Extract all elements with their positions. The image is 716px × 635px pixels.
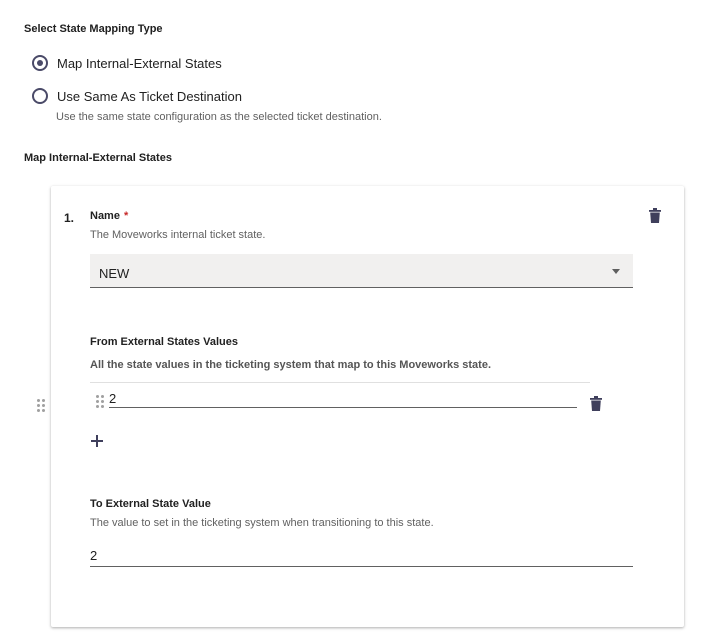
- map-section-heading: Map Internal-External States: [24, 152, 172, 164]
- drag-handle-icon[interactable]: [37, 399, 45, 412]
- from-external-label: From External States Values: [90, 336, 238, 348]
- radio-label: Map Internal-External States: [57, 55, 222, 71]
- divider: [90, 382, 590, 383]
- drag-handle-icon[interactable]: [96, 395, 104, 408]
- name-label-text: Name: [90, 210, 120, 222]
- item-index: 1.: [64, 211, 75, 225]
- radio-label: Use Same As Ticket Destination: [57, 88, 242, 104]
- from-external-value-field[interactable]: [109, 390, 577, 408]
- trash-icon[interactable]: [649, 208, 661, 223]
- chevron-down-icon: [612, 269, 620, 274]
- name-select[interactable]: [90, 254, 633, 288]
- radio-selected-icon[interactable]: [32, 55, 48, 71]
- to-external-value-input[interactable]: [90, 548, 630, 564]
- name-select-value: NEW: [99, 266, 130, 281]
- mapping-type-heading: Select State Mapping Type: [24, 23, 163, 35]
- to-external-value-field[interactable]: [90, 547, 633, 567]
- state-mapping-card: [51, 186, 684, 627]
- from-external-description: All the state values in the ticketing system that map to this Moveworks state.: [90, 359, 491, 371]
- name-field-description: The Moveworks internal ticket state.: [90, 229, 266, 241]
- radio-unselected-icon[interactable]: [32, 88, 48, 104]
- trash-icon[interactable]: [590, 396, 602, 411]
- to-external-description: The value to set in the ticketing system when transitioning to this state.: [90, 517, 434, 529]
- plus-icon[interactable]: [91, 435, 103, 447]
- to-external-label: To External State Value: [90, 498, 211, 510]
- required-marker: *: [123, 210, 129, 222]
- name-field-label: [90, 210, 128, 222]
- radio-description: Use the same state configuration as the selected ticket destination.: [56, 111, 382, 123]
- radio-option-use-same-as-ticket-destination[interactable]: [32, 88, 242, 104]
- radio-option-map-internal-external[interactable]: [32, 55, 222, 71]
- from-external-value-input[interactable]: [109, 391, 569, 407]
